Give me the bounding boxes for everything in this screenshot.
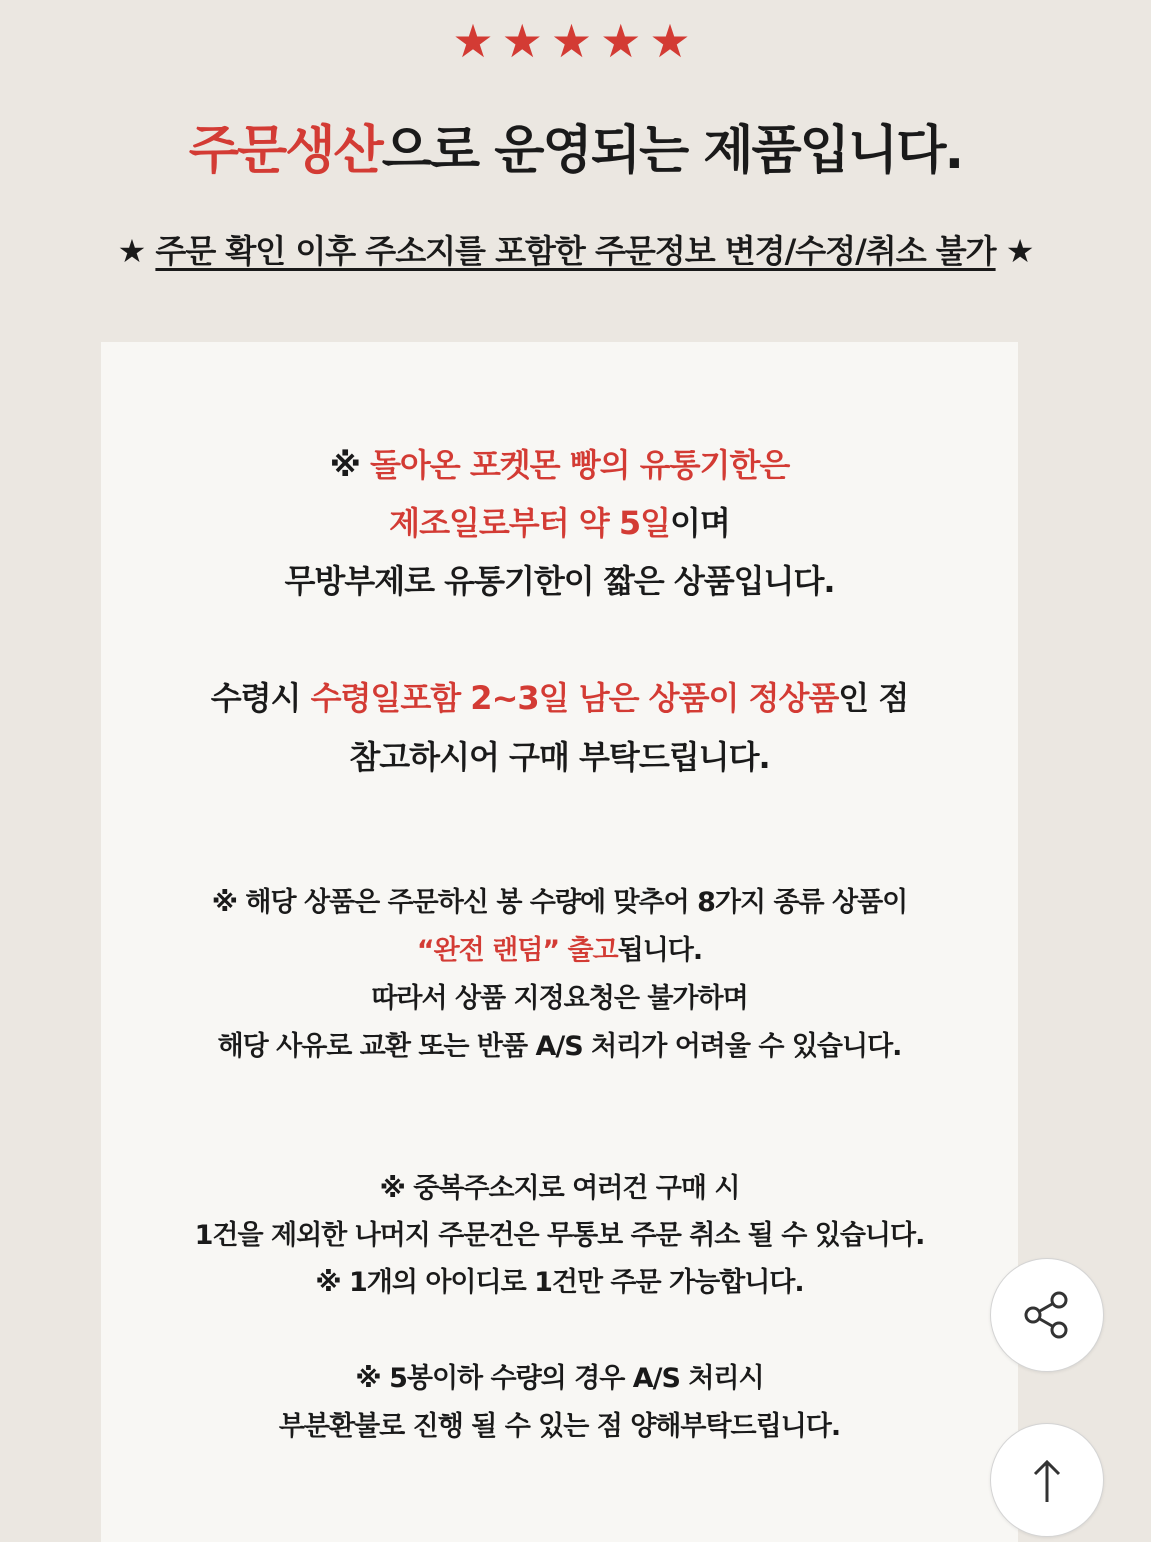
random-text-2: 됩니다.: [617, 935, 703, 966]
arrow-up-icon: [1019, 1452, 1075, 1508]
scroll-top-button[interactable]: [990, 1423, 1104, 1537]
receipt-line-1: [101, 673, 1018, 719]
receipt-text-pre: 수령시: [210, 679, 311, 717]
duplicate-line-1: ※ 중복주소지로 여러건 구매 시: [379, 1173, 740, 1204]
random-line-2: [101, 928, 1018, 967]
headline-text: 으로 운영되는 제품입니다.: [381, 121, 963, 181]
shelf-life-highlight-1: 돌아온 포켓몬 빵의 유통기한은: [369, 446, 790, 484]
shelf-life-line-3: 무방부제로 유통기한이 짧은 상품입니다.: [284, 562, 835, 600]
refund-line-1: ※ 5봉이하 수량의 경우 A/S 처리시: [355, 1363, 764, 1394]
duplicate-line-3: ※ 1개의 아이디로 1건만 주문 가능합니다.: [315, 1267, 804, 1298]
receipt-line-2: 참고하시어 구매 부탁드립니다.: [349, 738, 770, 776]
shelf-life-highlight-2: 제조일로부터 약 5일: [389, 504, 670, 542]
shelf-life-line-1: [101, 440, 1018, 486]
order-change-notice: [0, 226, 1151, 272]
random-line-4: 해당 사유로 교환 또는 반품 A/S 처리가 어려울 수 있습니다.: [217, 1031, 902, 1062]
receipt-highlight: 수령일포함 2~3일 남은 상품이 정상품: [310, 679, 839, 717]
shelf-life-line-2: [101, 498, 1018, 544]
notice-text: 주문 확인 이후 주소지를 포함한 주문정보 변경/수정/취소 불가: [155, 232, 996, 270]
random-line-3: 따라서 상품 지정요청은 불가하며: [371, 983, 748, 1014]
share-button[interactable]: [990, 1258, 1104, 1372]
page-headline: [0, 108, 1151, 183]
shelf-life-text-2: 이며: [670, 504, 730, 542]
refund-line-2: 부분환불로 진행 될 수 있는 점 양해부탁드립니다.: [278, 1411, 841, 1442]
random-highlight: “완전 랜덤” 출고: [416, 935, 618, 966]
note-mark: ※: [329, 446, 370, 484]
notice-star-right: ★: [1005, 232, 1034, 270]
duplicate-line-2: 1건을 제외한 나머지 주문건은 무통보 주문 취소 될 수 있습니다.: [194, 1220, 925, 1251]
headline-highlight: 주문생산: [188, 121, 382, 181]
share-icon: [1019, 1287, 1075, 1343]
random-line-1: ※ 해당 상품은 주문하신 봉 수량에 맞추어 8가지 종류 상품이: [211, 887, 908, 918]
notice-star-left: ★: [117, 232, 146, 270]
receipt-text-post: 인 점: [838, 679, 909, 717]
rating-stars: ★★★★★: [452, 14, 699, 68]
info-card: [101, 342, 1018, 1542]
